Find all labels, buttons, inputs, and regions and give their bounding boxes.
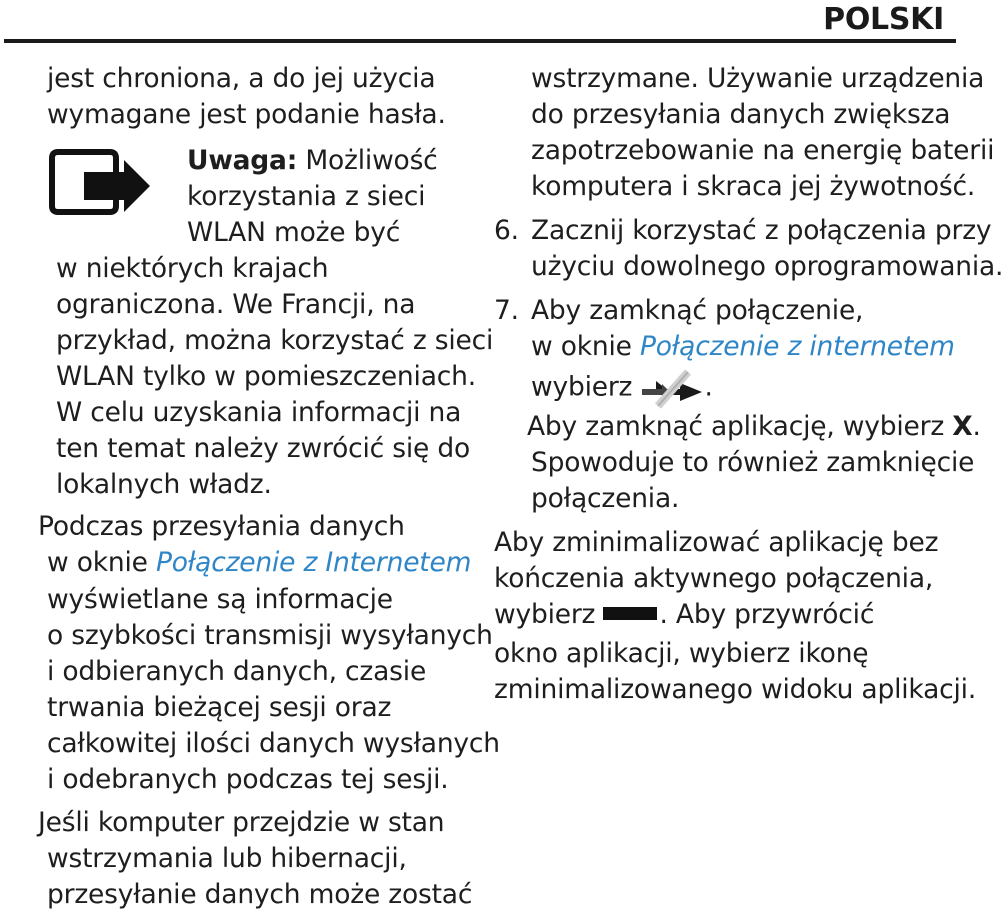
body-text: wstrzymania lub hibernacji, xyxy=(47,843,407,874)
body-text-fragment: wybierz xyxy=(531,371,641,403)
body-text-fragment: Aby zamknąć aplikację, wybierz xyxy=(527,411,953,442)
body-text: wymagane jest podanie hasła. xyxy=(47,99,446,130)
minimize-icon xyxy=(603,607,657,620)
body-text: Podczas przesyłania danych xyxy=(38,511,405,542)
header-divider xyxy=(4,39,956,43)
step-text: użyciu dowolnego oprogramowania. xyxy=(531,251,1003,282)
body-text-fragment: w oknie xyxy=(47,547,156,578)
body-text: o szybkości transmisji wysyłanych xyxy=(47,620,493,651)
step-text xyxy=(531,331,955,362)
body-text-fragment: . xyxy=(704,371,713,403)
body-text-fragment: w oknie xyxy=(531,331,640,362)
step-text: Aby zamknąć połączenie, xyxy=(531,295,864,326)
step-number: 7. xyxy=(494,295,519,326)
note-text: ograniczona. We Francji, na xyxy=(56,289,416,320)
window-name-link: Połączenie z internetem xyxy=(639,331,955,362)
note-text: WLAN tylko w pomieszczeniach. xyxy=(56,361,476,392)
body-text: przesyłanie danych może zostać xyxy=(47,879,473,910)
body-text: kończenia aktywnego połączenia, xyxy=(494,563,934,594)
close-symbol: X xyxy=(952,411,973,442)
body-text xyxy=(494,599,875,630)
body-text: trwania bieżącej sesji oraz xyxy=(47,692,392,723)
step-text xyxy=(531,370,713,406)
note-text: ten temat należy zwrócić się do xyxy=(56,433,470,464)
step-text xyxy=(527,411,981,442)
step-text: Zacznij korzystać z połączenia przy xyxy=(531,215,992,246)
nokia-note-icon xyxy=(48,150,152,214)
body-text: wyświetlane są informacje xyxy=(47,584,393,615)
body-text: zminimalizowanego widoku aplikacji. xyxy=(494,674,977,705)
body-text: do przesyłania danych zwiększa xyxy=(531,99,951,130)
note-text: Możliwość xyxy=(297,145,438,176)
body-text: i odbieranych danych, czasie xyxy=(47,656,427,687)
body-text: komputera i skraca jej żywotność. xyxy=(531,171,976,202)
step-text: Spowoduje to również zamknięcie xyxy=(531,447,975,478)
body-text: okno aplikacji, wybierz ikonę xyxy=(494,638,869,669)
body-text: wstrzymane. Używanie urządzenia xyxy=(531,63,985,94)
body-text: jest chroniona, a do jej użycia xyxy=(47,63,436,94)
body-text: Aby zminimalizować aplikację bez xyxy=(494,527,939,558)
body-text: zapotrzebowanie na energię baterii xyxy=(531,135,995,166)
body-text: Jeśli komputer przejdzie w stan xyxy=(38,807,445,838)
disconnect-icon xyxy=(640,370,704,406)
window-name-link: Połączenie z Internetem xyxy=(155,547,472,578)
note-label: Uwaga: xyxy=(187,145,298,176)
language-header: POLSKI xyxy=(823,2,944,37)
body-text: całkowitej ilości danych wysłanych xyxy=(47,728,500,759)
note-text: lokalnych władz. xyxy=(56,469,272,500)
note-text: korzystania z sieci xyxy=(187,181,426,212)
note-text: przykład, można korzystać z sieci xyxy=(56,325,494,356)
body-text-fragment: . xyxy=(972,411,981,442)
note-text: w niektórych krajach xyxy=(56,253,329,284)
note-first-line xyxy=(187,145,438,176)
note-text: W celu uzyskania informacji na xyxy=(56,397,462,428)
step-text: połączenia. xyxy=(531,483,680,514)
step-number: 6. xyxy=(494,215,519,246)
body-text-fragment: . Aby przywrócić xyxy=(659,599,875,630)
body-text: i odebranych podczas tej sesji. xyxy=(47,764,449,795)
note-text: WLAN może być xyxy=(187,217,401,248)
body-text-fragment: wybierz xyxy=(494,599,604,630)
body-text xyxy=(47,547,472,578)
